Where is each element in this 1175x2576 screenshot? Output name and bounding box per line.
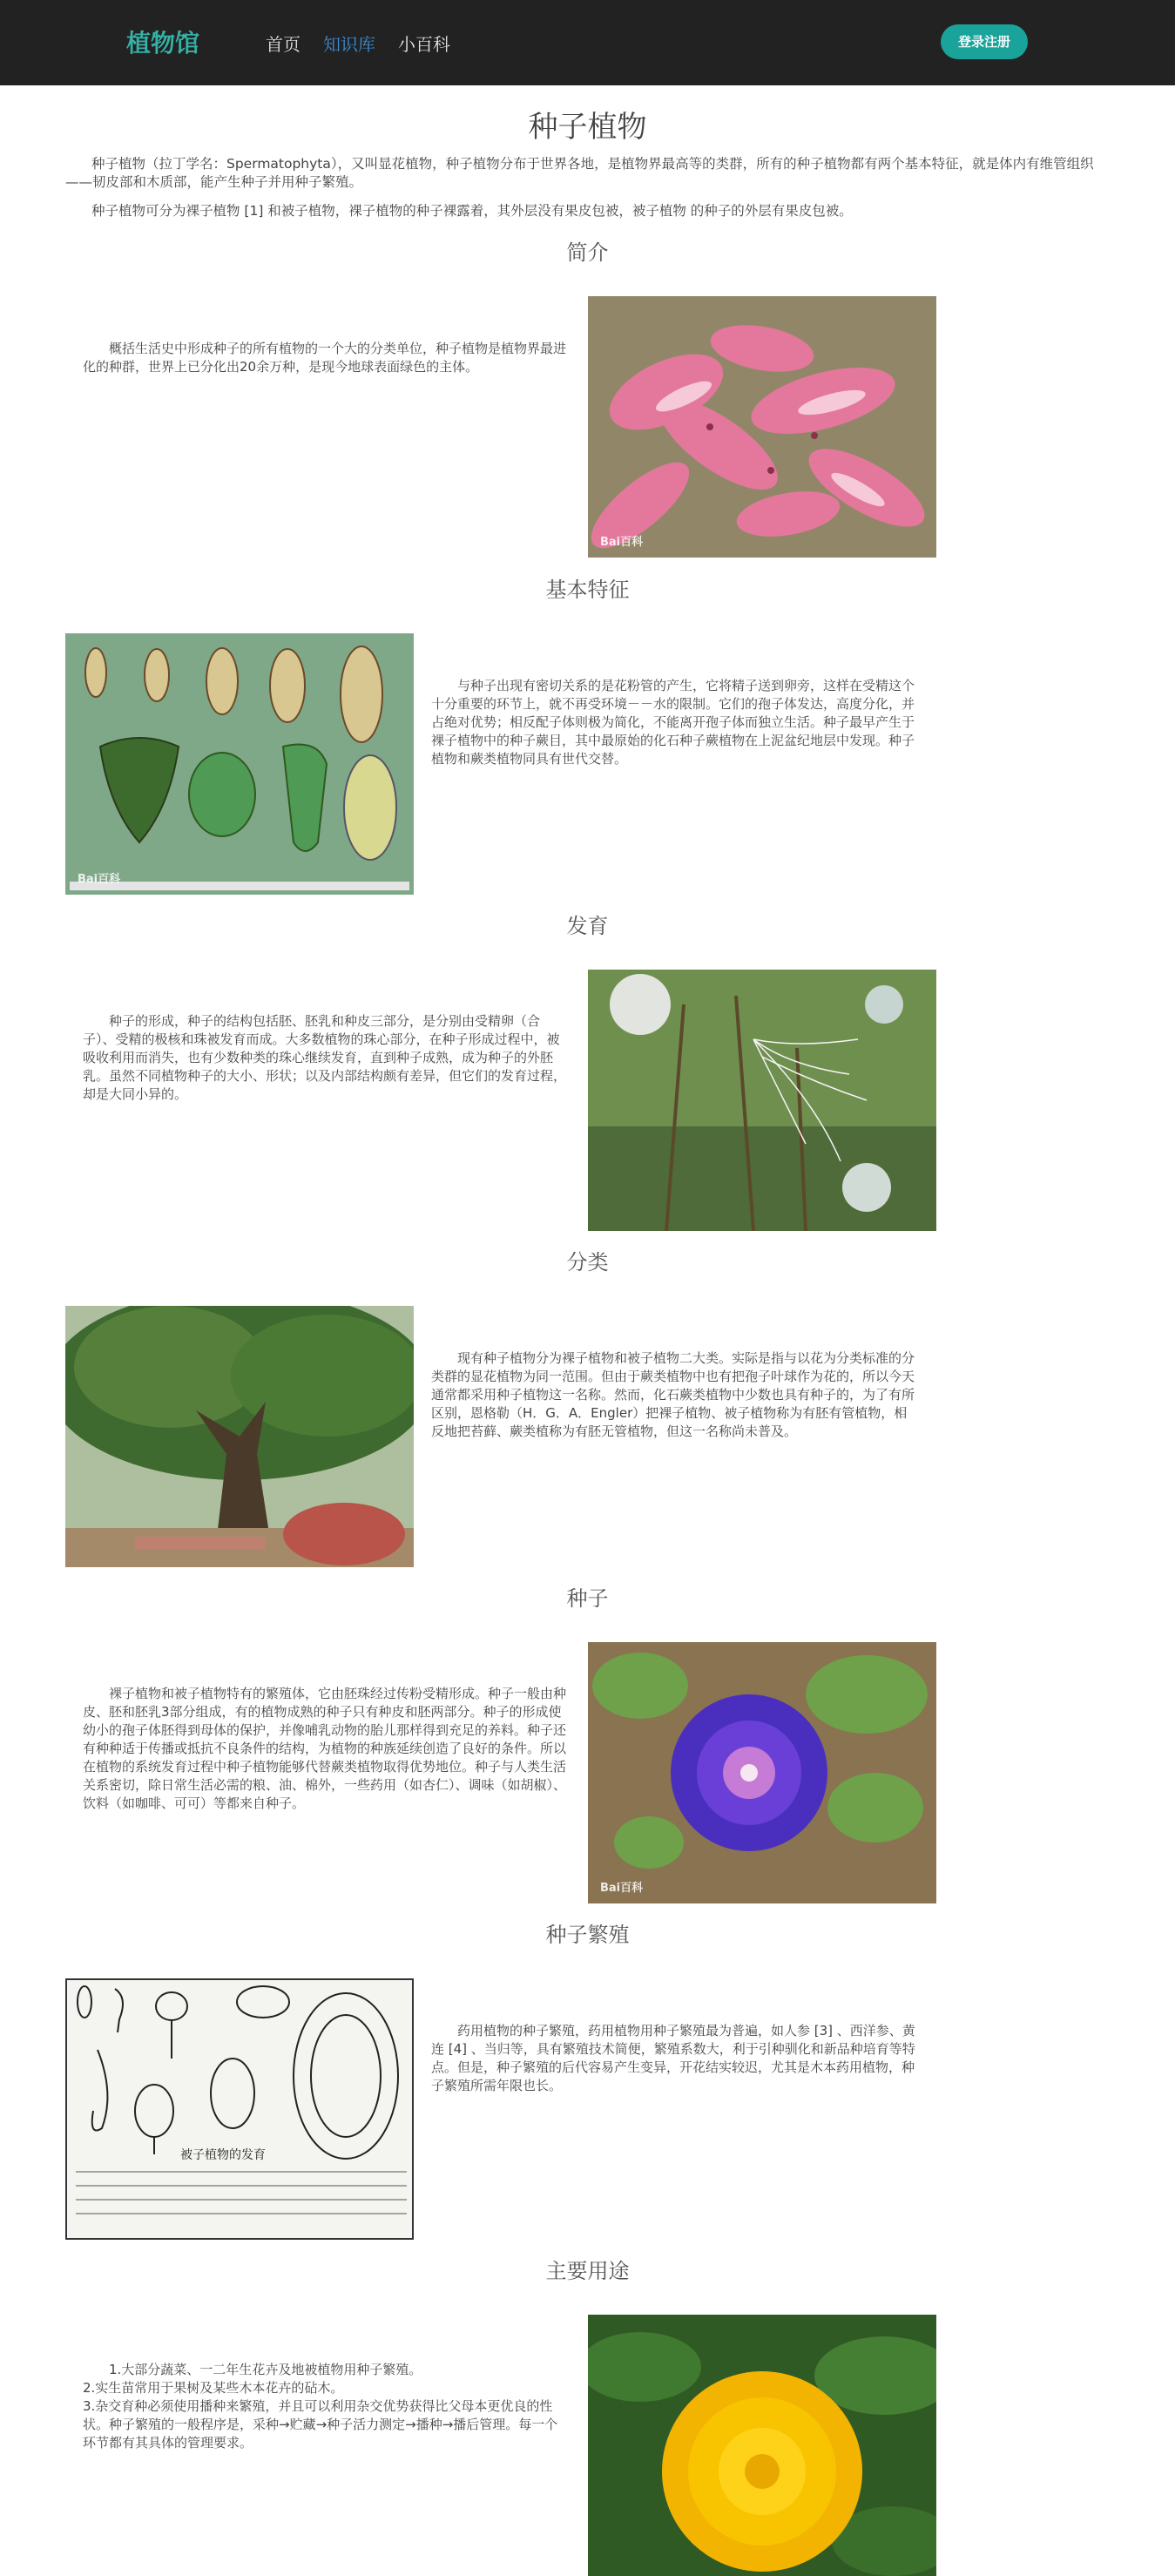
- page-title: 种子植物: [528, 110, 647, 145]
- svg-text:被子植物的发育: 被子植物的发育: [180, 2147, 266, 2161]
- baidu-watermark: Bai百科: [600, 536, 644, 549]
- nav-link-home[interactable]: 首页: [266, 34, 301, 55]
- intro-paragraph-1: 种子植物（拉丁学名：Spermatophyta），又叫显花植物，种子植物分布于世界各地，是植物界最高等的类群，所有的种子植物都有两个基本特征，就是体内有维管组织——韧皮部和木质部，能产生种子并用种子繁殖。: [65, 156, 1094, 190]
- embryo-sketch-photo: [65, 1978, 414, 2240]
- nav-link-encyclopedia[interactable]: 小百科: [398, 34, 450, 55]
- section-text-development: 种子的形成，种子的结构包括胚、胚乳和种皮三部分，是分别由受精卵（合子）、受精的极核和珠被发育而成。大多数植物的珠心部分，在种子形成过程中，被吸收利用而消失，也有少数种类的珠心继续发育，直到种子成熟，成为种子的外胚乳。虽然不同植物种子的大小、形状；以及内部结构颇有差异，但它们的发育过程，却是大同小异的。: [83, 1013, 567, 1102]
- morning-glory-photo: [588, 1642, 936, 1903]
- nav-link-knowledge[interactable]: 知识库: [323, 34, 375, 55]
- login-register-button[interactable]: 登录注册: [941, 24, 1028, 59]
- uses-line-3: 3.杂交育种必须使用播种来繁殖，并且可以利用杂交优势获得比父母本更优良的性状。种子繁殖的一般程序是，采种→贮藏→种子活力测定→播种→播后管理。每一个环节都有其具体的管理要求。: [83, 2398, 558, 2451]
- section-text-propagation: 药用植物的种子繁殖，药用植物用种子繁殖最为普遍，如人参 [3] 、西洋参、黄连 [4] 、当归等，具有繁殖技术简便，繁殖系数大，利于引种驯化和新品种培育等特点。但是，种子繁殖的后代容易产生变异，开花结实较迟，尤其是木本药用植物，种子繁殖所需年限也长。: [431, 2023, 915, 2093]
- section-text-features: 与种子出现有密切关系的是花粉管的产生，它将精子送到卵旁，这样在受精这个十分重要的环节上，就不再受环境－－水的限制。它们的孢子体发达，高度分化，并占绝对优势；相反配子体则极为简化，不能离开孢子体而独立生活。种子最早产生于裸子植物中的种子蕨目，其中最原始的化石种子蕨植物在上泥盆纪地层中发现。种子植物和蕨类植物同具有世代交替。: [431, 678, 915, 767]
- section-title-features: 基本特征: [545, 578, 630, 602]
- section-text-seed: 裸子植物和被子植物特有的繁殖体，它由胚珠经过传粉受精形成。种子一般由种皮、胚和胚乳3部分组成，有的植物成熟的种子只有种皮和胚两部分。种子的形成使幼小的孢子体胚得到母体的保护，并像哺乳动物的胎儿那样得到充足的养料。种子还有种种适于传播或抵抗不良条件的结构，为植物的种族延续创造了良好的条件。所以在植物的系统发育过程中种子植物能够代替蕨类植物取得优势地位。种子与人类生活关系密切，除日常生活必需的粮、油、棉外，一些药用（如杏仁）、调味（如胡椒）、饮料（如咖啡、可可）等都来自种子。: [83, 1686, 567, 1811]
- seed-diagram-image: [65, 633, 414, 895]
- seed-diagram-photo: [65, 633, 414, 895]
- yellow-marigold-photo: [588, 2315, 936, 2576]
- section-title-classification: 分类: [566, 1250, 609, 1274]
- big-tree-photo: [65, 1306, 414, 1567]
- morning-glory-image: [588, 1642, 936, 1903]
- uses-line-2: 2.实生苗常用于果树及某些木本花卉的砧木。: [83, 2380, 344, 2396]
- pink-lily-photo: [588, 296, 936, 558]
- dandelion-seed-image: [588, 970, 936, 1231]
- section-text-intro: 概括生活史中形成种子的所有植物的一个大的分类单位，种子植物是植物界最进化的种群，世界上已分化出20余万种，是现今地球表面绿色的主体。: [83, 341, 567, 375]
- dandelion-seed-photo: [588, 970, 936, 1231]
- section-text-uses: [83, 2361, 571, 2452]
- uses-line-1: 1.大部分蔬菜、一二年生花卉及地被植物用种子繁殖。: [109, 2362, 422, 2377]
- section-title-propagation: 种子繁殖: [545, 1923, 630, 1947]
- top-navbar: [0, 0, 1175, 85]
- big-tree-image: [65, 1306, 414, 1567]
- yellow-marigold-image: [588, 2315, 936, 2576]
- baidu-watermark: Bai百科: [78, 873, 121, 886]
- section-title-intro: 简介: [566, 240, 609, 265]
- nav-links: [266, 30, 473, 56]
- embryo-sketch-image: [67, 1980, 414, 2240]
- pink-lily-image: [588, 296, 936, 558]
- section-title-seed: 种子: [566, 1586, 609, 1611]
- baidu-watermark: Bai百科: [600, 1882, 644, 1895]
- section-title-uses: 主要用途: [545, 2259, 630, 2283]
- site-logo[interactable]: 植物馆: [126, 29, 200, 57]
- section-title-development: 发育: [566, 914, 609, 938]
- section-text-classification: 现有种子植物分为裸子植物和被子植物二大类。实际是指与以花为分类标准的分类群的显花植物为同一范围。但由于蕨类植物中也有把孢子叶球作为花的，所以今天通常都采用种子植物这一名称。然而，化石蕨类植物中少数也具有种子的，为了有所区别，恩格勒（H．G．A．Engler）把裸子植物、被子植物称为有胚有管植物，相反地把苔藓、蕨类植称为有胚无管植物，但这一名称尚未普及。: [431, 1350, 915, 1439]
- intro-paragraph-2: 种子植物可分为裸子植物 [1] 和被子植物，裸子植物的种子裸露着，其外层没有果皮包被，被子植物 的种子的外层有果皮包被。: [91, 203, 853, 219]
